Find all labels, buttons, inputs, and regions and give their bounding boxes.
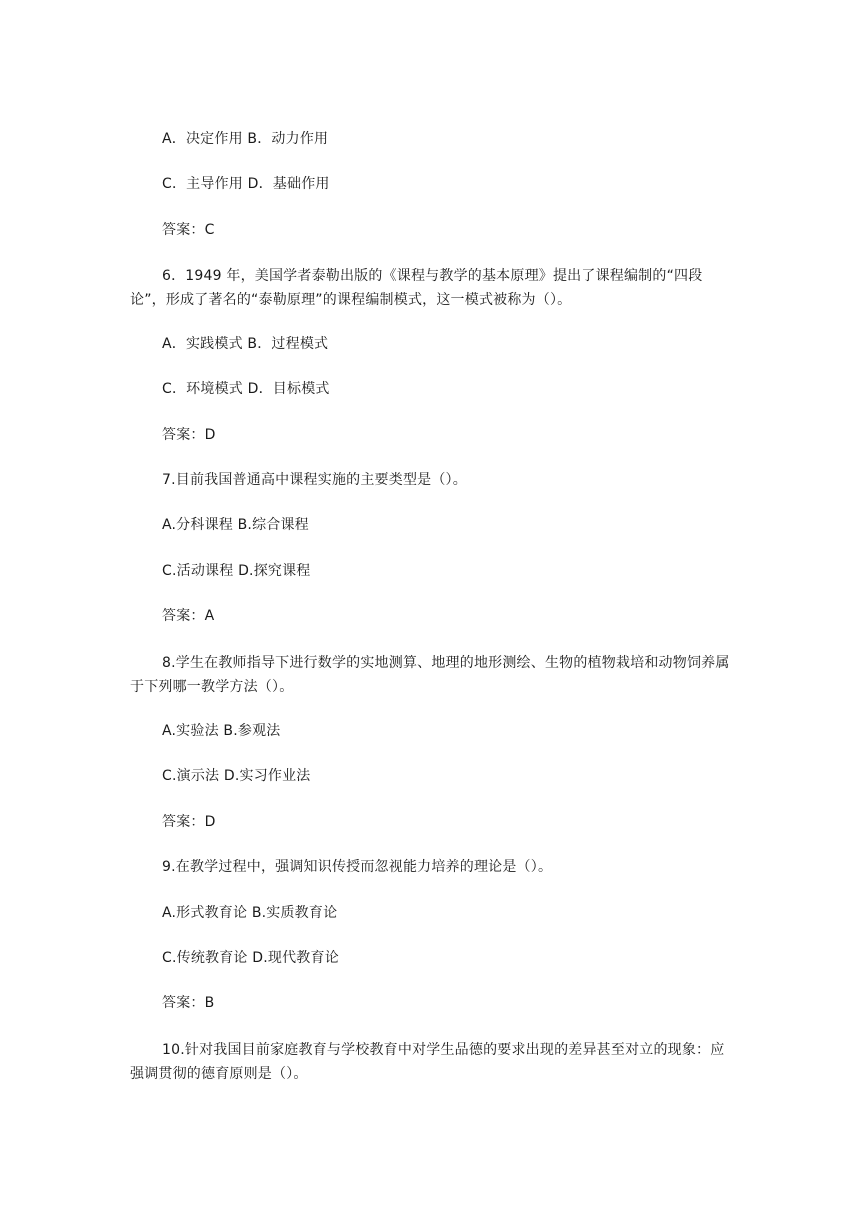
q6-options-cd: C．环境模式 D．目标模式 [162,381,330,397]
q8-options-cd: C.演示法 D.实习作业法 [162,768,311,784]
q9-question: 9.在教学过程中，强调知识传授而忽视能力培养的理论是（）。 [162,859,553,875]
q5-options-cd: C．主导作用 D．基础作用 [162,176,330,192]
q10-question: 10.针对我国目前家庭教育与学校教育中对学生品德的要求出现的差异甚至对立的现象：应强调贯彻的德育原则是（）。 [130,1042,725,1082]
q9-answer: 答案：B [162,995,215,1011]
q8-question: 8.学生在教师指导下进行数学的实地测算、地理的地形测绘、生物的植物栽培和动物饲养属于下列哪一教学方法（）。 [130,655,730,695]
q9-options-ab: A.形式教育论 B.实质教育论 [162,905,338,921]
q8-options-ab: A.实验法 B.参观法 [162,723,281,739]
q9-options-cd: C.传统教育论 D.现代教育论 [162,950,339,966]
q7-question: 7.目前我国普通高中课程实施的主要类型是（）。 [162,472,467,488]
q6-answer: 答案：D [162,427,216,443]
q7-answer: 答案：A [162,608,215,624]
q7-options-cd: C.活动课程 D.探究课程 [162,563,311,579]
q6-options-ab: A．实践模式 B．过程模式 [162,336,329,352]
q6-question: 6．1949 年，美国学者泰勒出版的《课程与教学的基本原理》提出了课程编制的“四段论”，形成了著名的“泰勒原理”的课程编制模式，这一模式被称为（）。 [130,268,703,308]
q5-answer: 答案：C [162,222,215,238]
q5-options-ab: A．决定作用 B．动力作用 [162,131,329,147]
q8-answer: 答案：D [162,814,216,830]
q7-options-ab: A.分科课程 B.综合课程 [162,517,309,533]
